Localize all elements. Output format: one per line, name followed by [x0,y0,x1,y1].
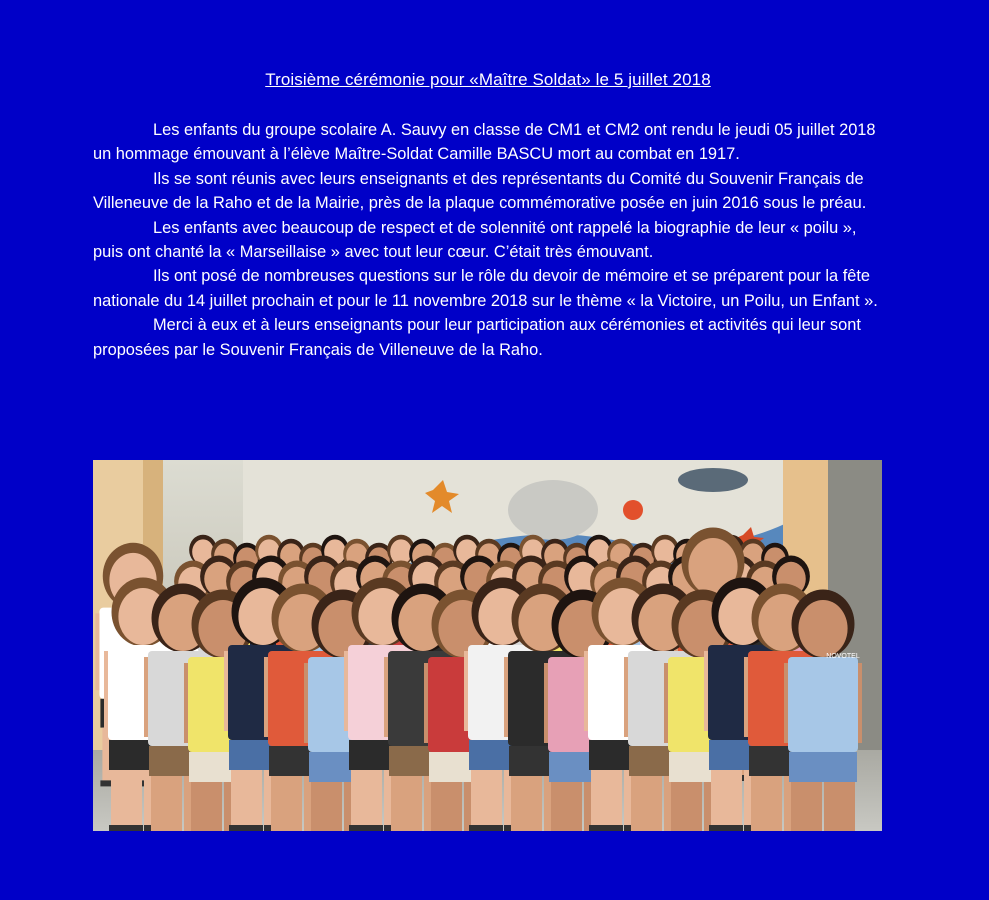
group-photo-illustration [93,460,882,831]
group-photo [93,460,882,831]
article-body [93,118,883,362]
paragraph-4: Ils ont posé de nombreuses questions sur le rôle du devoir de mémoire et se préparent pour la fête nationale du 14 juillet prochain et pour le 11 novembre 2018 sur le thème « la Victoire, un Poilu, un Enfant ». [93,267,878,310]
paragraph-1: Les enfants du groupe scolaire A. Sauvy en classe de CM1 et CM2 ont rendu le jeudi 05 juillet 2018 un hommage émouvant à l’élève Maître-Soldat Camille BASCU mort au combat en 1917. [93,121,876,164]
shirt-text: NOVOTEL [826,653,860,660]
paragraph-3: Les enfants avec beaucoup de respect et de solennité ont rappelé la biographie de leur « poilu », puis ont chanté la « Marseillaise » avec tout leur cœur. C’était très émouvant. [93,218,857,262]
paragraph-2: Ils se sont réunis avec leurs enseignants et des représentants du Comité du Souvenir Français de Villeneuve de la Raho et de la Mairie, près de la plaque commémorative posée en juin 2016 sous le préau. [93,169,867,213]
page-title: Troisième cérémonie pour «Maître Soldat» le 5 juillet 2018 [265,70,711,89]
children-group [95,528,862,832]
paragraph-5: Merci à eux et à leurs enseignants pour leur participation aux cérémonies et activités qui leur sont proposées par le Souvenir Français de Villeneuve de la Raho. [93,316,861,359]
